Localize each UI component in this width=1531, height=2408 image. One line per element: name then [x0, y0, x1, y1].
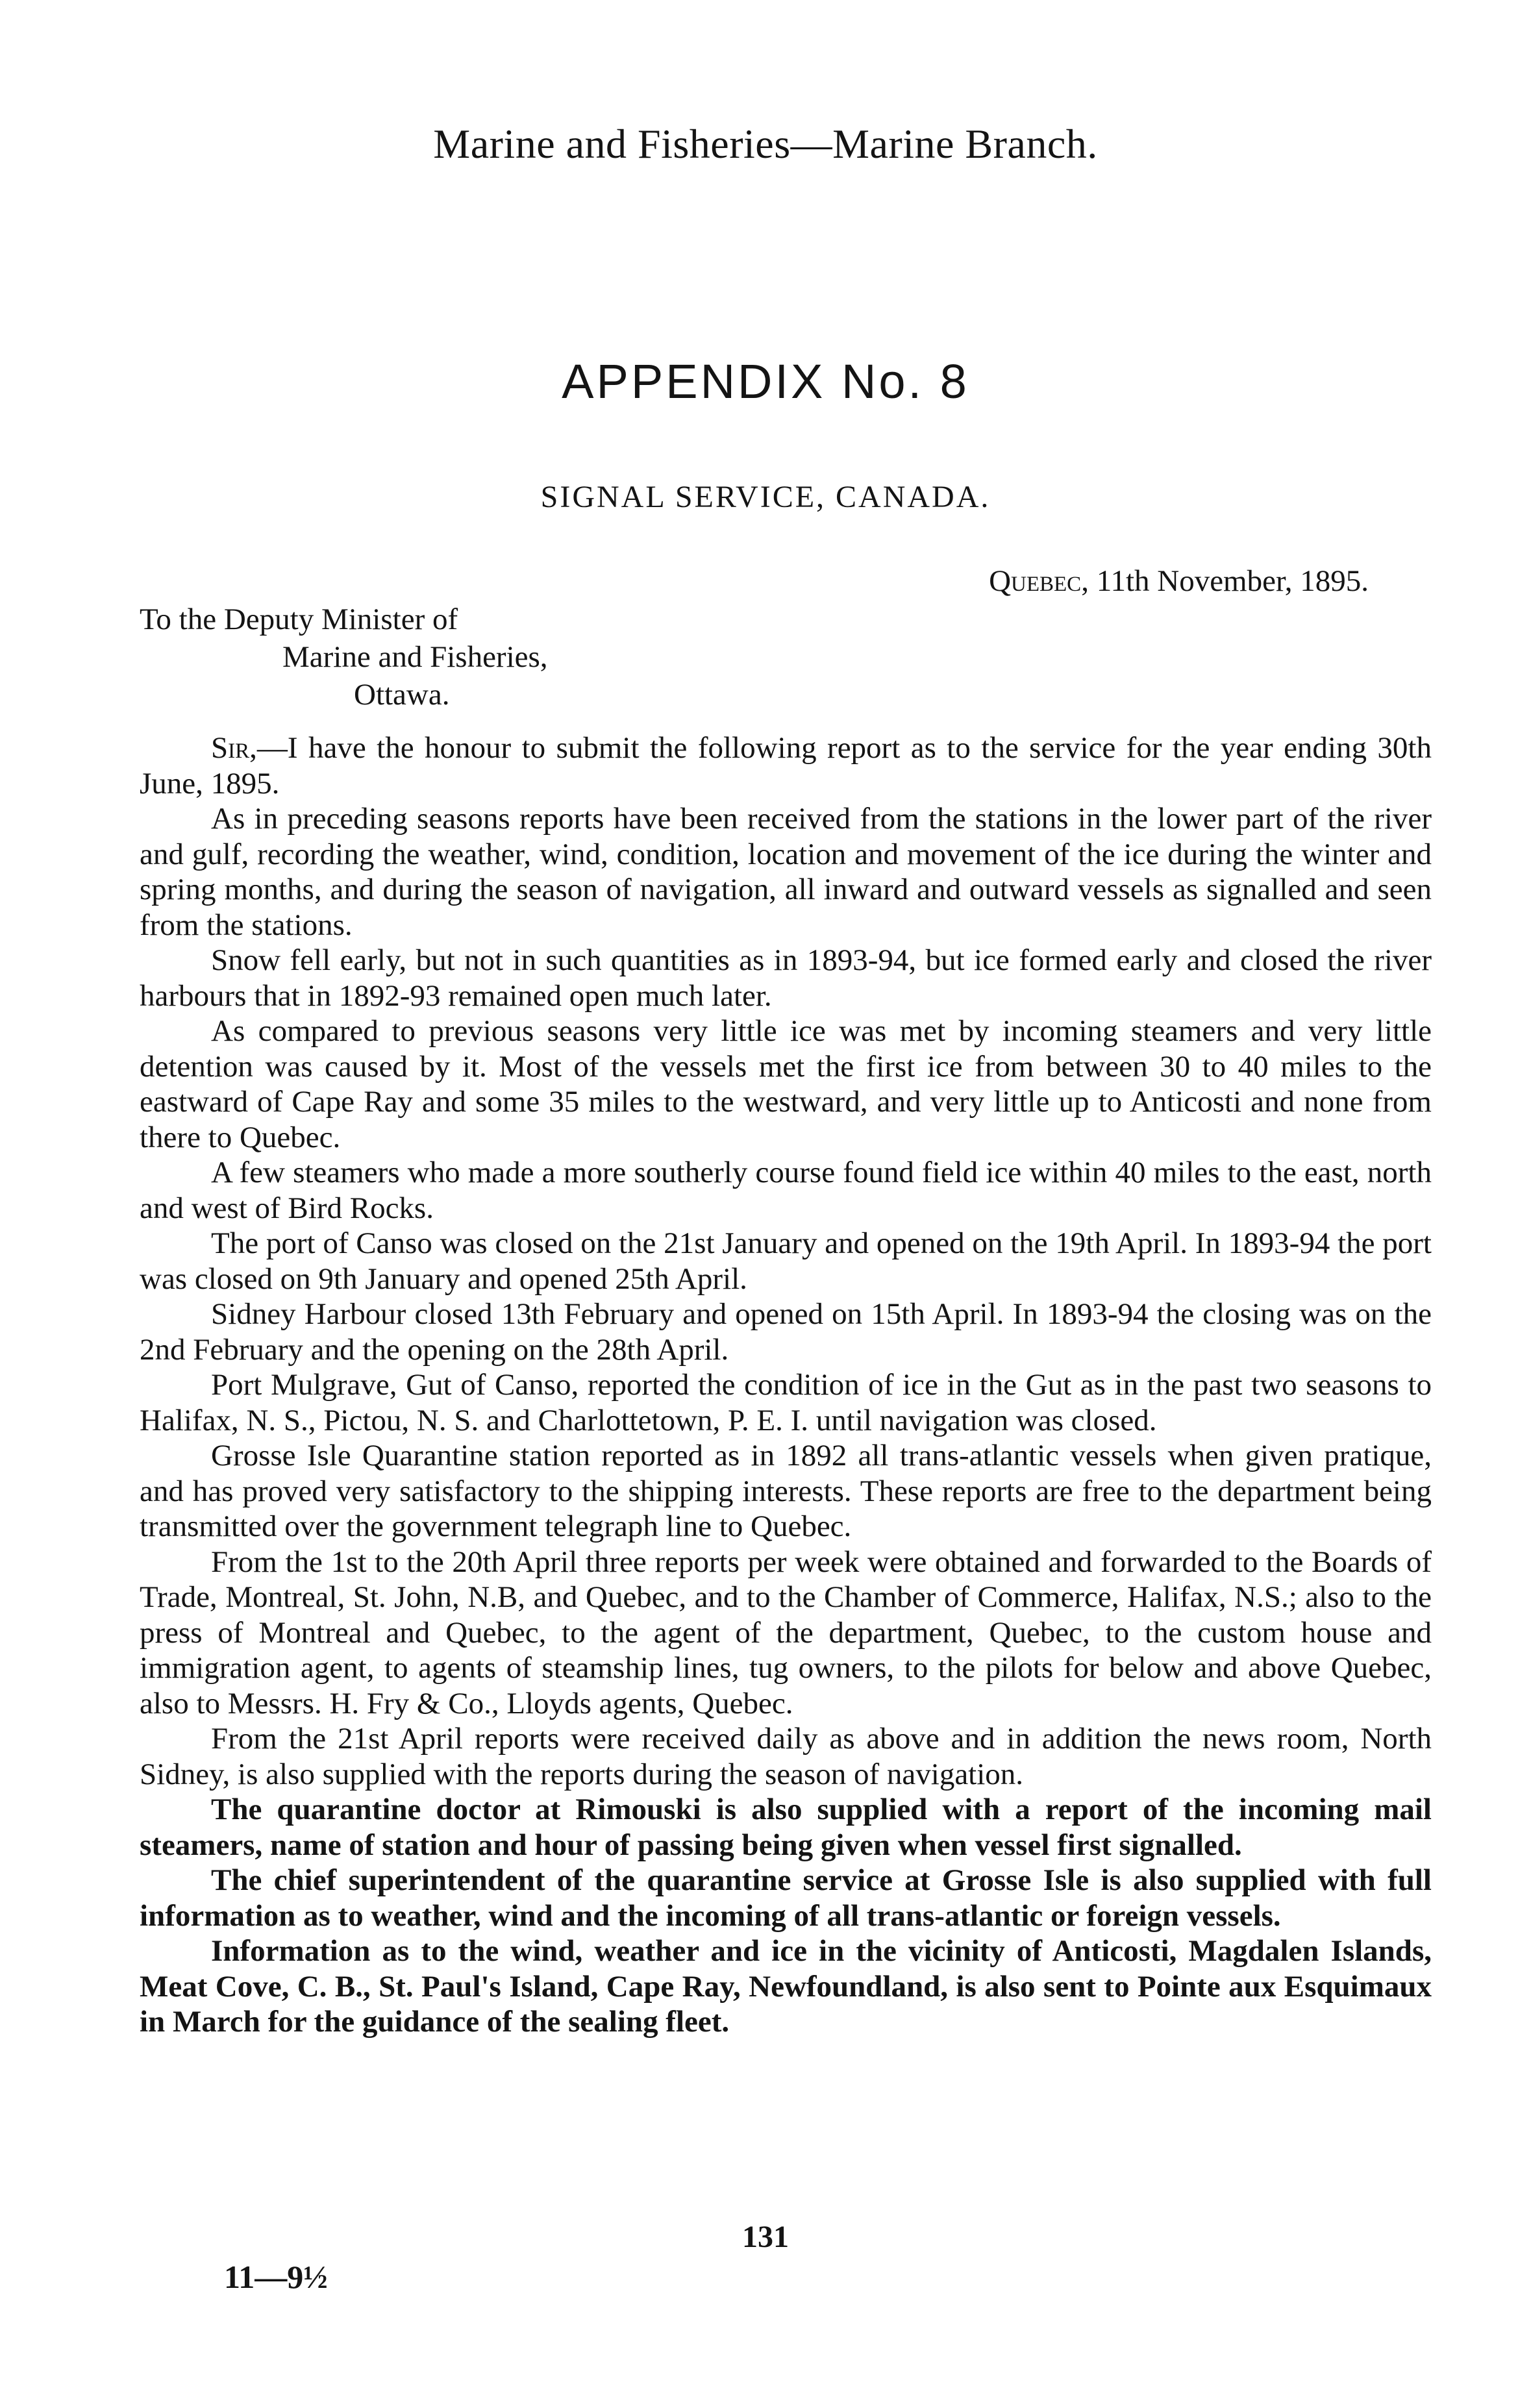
paragraph: Snow fell early, but not in such quantities as in 1893-94, but ice formed early and closed the river harbours that in 1892-93 remained open much later. — [140, 943, 1432, 1013]
paragraph: Sidney Harbour closed 13th February and opened on 15th April. In 1893-94 the closing was on the 2nd February and the opening on the 28th April. — [140, 1297, 1432, 1367]
appendix-title: APPENDIX No. 8 — [562, 354, 969, 408]
dateline-date: , 11th November, 1895. — [1081, 564, 1369, 598]
paragraph: As in preceding seasons reports have been received from the stations in the lower part of the river and gulf, recording the weather, wind, condition, location and movement of the ice during the winter and spring months, and during the season of navigation, all inward and outward vessels as signalled and seen from the stations. — [140, 802, 1432, 942]
salutation: Sir, — [211, 731, 257, 765]
letter-body — [140, 730, 1432, 2040]
paragraph: From the 1st to the 20th April three reports per week were obtained and forwarded to the Boards of Trade, Montreal, St. John, N.B, and Quebec, and to the Chamber of Commerce, Halifax, N.S.; also to the press of Montreal and Quebec, to the agent of the department, Quebec, to the custom house and immigration agent, to agents of steamship lines, tug owners, to the pilots for below and above Quebec, also to Messrs. H. Fry & Co., Lloyds agents, Quebec. — [140, 1545, 1432, 1720]
paragraph: From the 21st April reports were received daily as above and in addition the news room, North Sidney, is also supplied with the reports during the season of navigation. — [140, 1722, 1432, 1791]
paragraph: The chief superintendent of the quarantine service at Grosse Isle is also supplied with full information as to weather, wind and the incoming of all trans-atlantic or foreign vessels. — [140, 1863, 1432, 1933]
paragraph — [140, 730, 1432, 801]
dateline — [989, 564, 1369, 599]
paragraph-text: —I have the honour to submit the following report as to the service for the year ending 30th June, 1895. — [140, 731, 1432, 801]
paragraph: Port Mulgrave, Gut of Canso, reported the condition of ice in the Gut as in the past two seasons to Halifax, N. S., Pictou, N. S. and Charlottetown, P. E. I. until navigation was closed. — [140, 1368, 1432, 1437]
signature-mark: 11—9½ — [224, 2259, 328, 2295]
dateline-place: Quebec — [989, 564, 1082, 598]
page-number: 131 — [742, 2220, 789, 2254]
paragraph: Information as to the wind, weather and ice in the vicinity of Anticosti, Magdalen Islands, Meat Cove, C. B., St. Paul's Island, Cape Ray, Newfoundland, is also sent to Pointe aux Esquimaux in March for the guidance of the sealing fleet. — [140, 1934, 1432, 2039]
paragraph: Grosse Isle Quarantine station reported as in 1892 all trans-atlantic vessels when given pratique, and has proved very satisfactory to the shipping interests. These reports are free to the department being transmitted over the government telegraph line to Quebec. — [140, 1439, 1432, 1543]
addressee-line-1: To the Deputy Minister of — [140, 602, 458, 636]
running-head: Marine and Fisheries—Marine Branch. — [433, 121, 1098, 167]
paragraph: As compared to previous seasons very little ice was met by incoming steamers and very little detention was caused by it. Most of the vessels met the first ice from between 30 to 40 miles to the eastward of Cape Ray and some 35 miles to the westward, and very little up to Anticosti and none from there to Quebec. — [140, 1014, 1432, 1154]
paragraph: A few steamers who made a more southerly course found field ice within 40 miles to the east, north and west of Bird Rocks. — [140, 1156, 1432, 1225]
addressee-block — [140, 601, 548, 714]
paragraph: The quarantine doctor at Rimouski is also supplied with a report of the incoming mail steamers, name of station and hour of passing being given when vessel first signalled. — [140, 1793, 1432, 1862]
addressee-line-3: Ottawa. — [354, 678, 450, 712]
addressee-line-2: Marine and Fisheries, — [282, 640, 548, 674]
section-title: SIGNAL SERVICE, CANADA. — [540, 480, 991, 514]
paragraph: The port of Canso was closed on the 21st January and opened on the 19th April. In 1893-94 the port was closed on 9th January and opened 25th April. — [140, 1226, 1432, 1296]
